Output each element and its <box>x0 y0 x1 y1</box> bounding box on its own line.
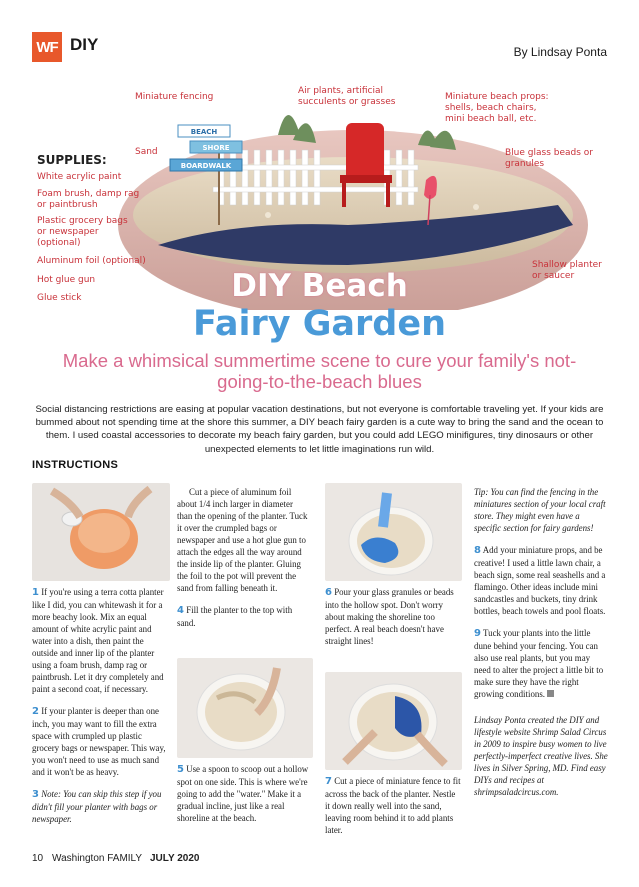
sign-beach: BEACH <box>190 128 218 136</box>
page-number: 10 <box>32 853 44 864</box>
label-fencing: Miniature fencing <box>135 92 214 102</box>
supply-item: Foam brush, damp rag or paintbrush <box>37 189 140 210</box>
section-label: DIY <box>70 35 99 54</box>
label-air-plants: Air plants, artificial succulents or grasses <box>298 86 396 107</box>
supply-item: Hot glue gun <box>37 275 96 285</box>
publication-name: Washington FAMILY <box>52 853 143 864</box>
intro-paragraph: Social distancing restrictions are easing at popular vacation destinations, but not everyone is comfortable traveling yet. If your kids are bummed about not spending time at the shore this summer, a DIY beach fairy garden is a cute way to bring the sand and the ocean to them. I used coastal accessories to decorate my beach fairy garden, but you could add LEGO minifigures, tiny dinosaurs or other unexpected elements to let little imaginations run wild. <box>35 404 604 455</box>
sign-shore: SHORE <box>202 144 230 152</box>
step5-photo <box>177 658 313 758</box>
label-glass-beads: Blue glass beads or granules <box>505 148 593 169</box>
step7-photo <box>325 672 462 770</box>
label-planter: Shallow planter or saucer <box>532 260 602 281</box>
supply-item: Aluminum foil (optional) <box>37 256 146 266</box>
step1-photo <box>32 483 170 581</box>
label-beach-props: Miniature beach props: shells, beach chairs, mini beach ball, etc. <box>445 92 549 124</box>
supply-item: Glue stick <box>37 293 82 303</box>
supply-item: Plastic grocery bags or newspaper (optional) <box>37 216 128 248</box>
sign-boardwalk: BOARDWALK <box>180 162 232 170</box>
byline: By Lindsay Ponta <box>513 45 607 59</box>
title-line-2: Fairy Garden <box>192 304 447 344</box>
column-1: 1 If you're using a terra cotta planter like I did, you can whitewash it for a more beachy look. Mix an equal amount of white acrylic paint and water into a dish, then paint the outside and inner lip of the planter using a foam brush, damp rag or paintbrush. Let it dry completely and paint a second coat, if necessary. 2 If your planter is deeper than one inch, you may want to fill the extra space with crumpled up plastic grocery bags or newspaper. This way, you won't need to use as much sand and it won't be as heavy. 3 Note: You can skip this step if you didn't fill your planter with bags or newspaper. <box>32 587 166 824</box>
title-line-1: DIY Beach <box>231 268 408 304</box>
column-2-top: Cut a piece of aluminum foil about 1/4 inch larger in diameter than the opening of the planter. Tuck it over the crumpled bags or newspaper and use a hot glue gun to attach the edges all the way around the inside lip of the planter. Gluing the foil to the pot will prevent the sand from falling beneath it. 4 Fill the planter to the top with sand. <box>177 487 308 628</box>
step6-photo <box>325 483 462 581</box>
column-3-top: 6 Pour your glass granules or beads into the hollow spot. Don't worry about making the shoreline too perfect. A real beach doesn't have straight lines! <box>325 587 454 646</box>
beach-sign <box>170 125 242 171</box>
supply-item: White acrylic paint <box>37 172 122 182</box>
instructions-heading: INSTRUCTIONS <box>32 459 119 471</box>
subtitle: Make a whimsical summertime scene to cure your family's not-going-to-the-beach blues <box>62 350 577 392</box>
column-4: Tip: You can find the fencing in the miniatures section of your local craft store. They might even have a specific section for fairy gardens! 8 Add your miniature props, and be creative! I used a little lawn chair, a beach sign, some real seashells and a flamingo. Other ideas include mini sandcastles and buckets, tiny drink bottles, beach towels and pool floats. 9 Tuck your plants into the little dune behind your fencing. You can also use real plants, but you may need to alter the project a little bit to make sure they have the right growing conditions. Lindsay Ponta created the DIY and lifestyle website Shrimp Salad Circus in 2009 to inspire busy women to live perfectly-imperfect creative lives. She lives in Silver Spring, MD. Find easy DIYs and recipes at shrimpsaladcircus.com. <box>474 487 608 797</box>
wf-logo: WF <box>32 32 62 62</box>
column-2-bottom: 5 Use a spoon to scoop out a hollow spot on one side. This is where we're going to add the "water." Make it a gradual incline, just like a real shoreline at the beach. <box>177 764 309 823</box>
column-3-bottom: 7 Cut a piece of miniature fence to fit across the back of the planter. Nestle it down really well into the sand, leaving room behind it to add plants later. <box>325 776 461 835</box>
label-sand: Sand <box>135 147 158 157</box>
issue-date: JULY 2020 <box>150 853 200 864</box>
supplies-heading: SUPPLIES: <box>37 153 107 167</box>
